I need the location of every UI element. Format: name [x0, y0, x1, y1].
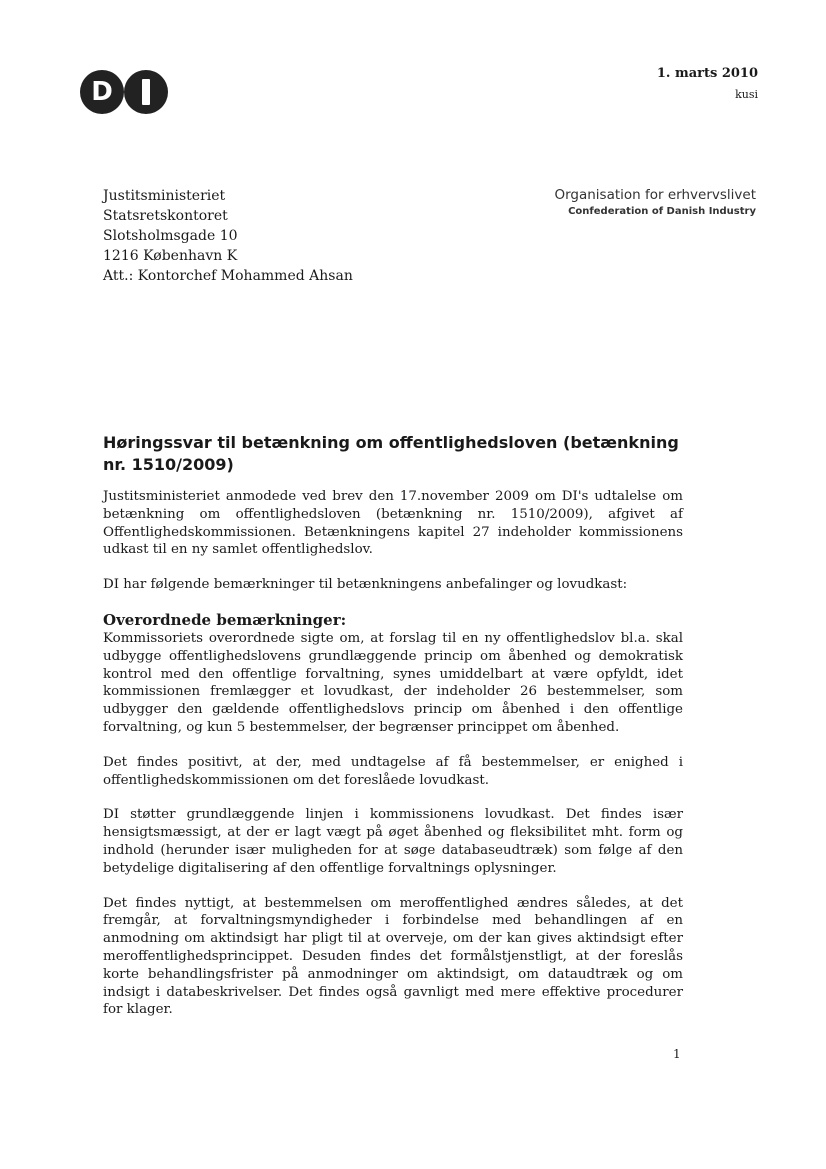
paragraph: Det findes positivt, at der, med undtagelse af få bestemmelser, er enighed i offentlighedskommissionen om det foreslåede lovudkast. [103, 754, 683, 788]
sender-initials: kusi [735, 88, 758, 101]
address-line: Att.: Kontorchef Mohammed Ahsan [103, 268, 353, 284]
organisation-block [554, 187, 756, 217]
address-line: Statsretskontoret [103, 208, 228, 224]
paragraph: Justitsministeriet anmodede ved brev den 17.november 2009 om DI's udtalelse om betænkning om offentlighedsloven (betænkning nr. 1510/2009), afgivet af Offentlighedskommissionen. Betænkningens kapitel 27 indeholder kommissionens udkast til en ny samlet offentlighedslov. [103, 489, 683, 558]
paragraph: Det findes nyttigt, at bestemmelsen om meroffentlighed ændres således, at det fremgår, at forvaltningsmyndigheder i forbindelse med behandlingen af en anmodning om aktindsigt har pligt til at overveje, om der kan gives aktindsigt efter meroffentlighedsprincippet. Desuden findes det formålstjenstligt, at der foreslås korte behandlingsfrister på anmodninger om aktindsigt, om dataudtræk og om indsigt i databeskrivelser. Det findes også gavnligt med mere effektive procedurer for klager. [103, 895, 683, 1018]
letter-body [103, 488, 683, 1036]
organisation-name: Organisation for erhvervslivet [554, 187, 756, 203]
logo-letter-d: D [80, 70, 124, 114]
paragraph: DI har følgende bemærkninger til betænkningens anbefalinger og lovudkast: [103, 577, 628, 593]
section-heading: Overordnede bemærkninger: [103, 610, 347, 629]
page-number: 1 [673, 1047, 681, 1061]
paragraph: Kommissoriets overordnede sigte om, at forslag til en ny offentlighedslov bl.a. skal udbygge offentlighedslovens grundlæggende princip om åbenhed og demokratisk kontrol med den offentlige forvaltning, synes umiddelbart at være opfyldt, idet kommissionen fremlægger et lovudkast, der indeholder 26 bestemmelser, som udbygger den gældende offentlighedslovs princip om åbenhed i den offentlige forvaltning, og kun 5 bestemmelser, der begrænser princippet om åbenhed. [103, 630, 683, 735]
recipient-address [103, 186, 353, 286]
letter-date: 1. marts 2010 [656, 66, 758, 81]
paragraph: DI støtter grundlæggende linjen i kommissionens lovudkast. Det findes især hensigtsmæssigt, at der er lagt vægt på øget åbenhed og fleksibilitet mht. form og indhold (herunder især muligheden for at søge databaseudtræk) som følge af den betydelige digitalisering af den offentlige forvaltnings oplysninger. [103, 807, 683, 876]
logo-letter-i [124, 70, 168, 114]
organisation-subtitle: Confederation of Danish Industry [568, 206, 756, 217]
address-line: Justitsministeriet [103, 188, 226, 204]
document-title: Høringssvar til betænkning om offentlighedsloven (betænkning nr. 1510/2009) [103, 433, 679, 474]
address-line: Slotsholmsgade 10 [103, 228, 238, 244]
address-line: 1216 København K [103, 248, 238, 264]
di-logo [80, 70, 170, 114]
